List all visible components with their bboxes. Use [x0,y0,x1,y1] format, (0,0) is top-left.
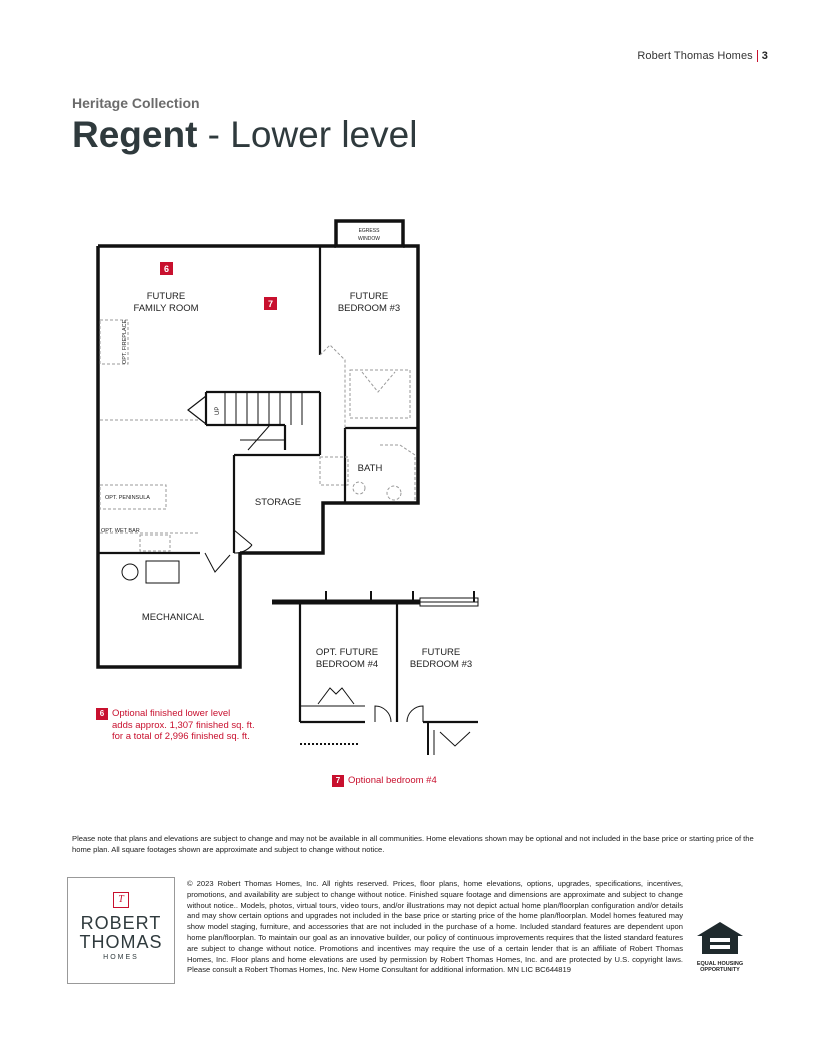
room-label-family-1: FUTURE [146,291,186,302]
equal-housing-logo [692,920,748,973]
wetbar-label: OPT. WET BAR [101,528,140,534]
egress-label-2: WINDOW [358,236,380,242]
storage-door [205,530,252,572]
level-name: - Lower level [197,114,418,155]
company-logo [67,877,175,984]
logo-line-thomas: THOMAS [79,932,163,952]
marker-6 [160,262,173,275]
legend-6-line2: adds approx. 1,307 finished sq. ft. [112,720,255,731]
legend-finished-lower-level [96,708,356,742]
logo-line-homes: HOMES [103,954,139,961]
legend-6-line3: for a total of 2,996 finished sq. ft. [112,731,250,742]
room-label-storage: STORAGE [254,497,302,508]
copyright-text: © 2023 Robert Thomas Homes, Inc. All rights reserved. Prices, floor plans, home elevations, options, upgrades, specifications, incentives, promotions, and availability are subject to change without notice. Finished square footage and dimensions are approximate and subject to change without notice.. Models, photos, virtual tours, video tours, and/or illustrations may not depict actual home plan/floorplan configuration and/or details and may show certain options and upgrades not included in the base price or starting price of the home plan/floorplan. Model homes featured may show model staging, furniture, and accessories that are not included in the purchase of a home. Included standard features are dependent upon home plan/floorplan. To maintain our goal as an innovative builder, our policy of continuous improvements requires that the listed standard features are subject to change without notice. Promotions and incentives may require the use of a certain lender that is an affiliate of Robert Thomas Homes, Inc. Floor plans and home elevations are used by permission by Robert Thomas Homes, Inc. and are protected by U.S. copyright laws. Please consult a Robert Thomas Homes, Inc. New Home Consultant for additional information. MN LIC BC644819 [187,879,683,975]
egress-label-1: EGRESS [358,228,380,234]
model-name: Regent [72,114,198,155]
room-label-bedroom3-2: BEDROOM #3 [337,303,401,314]
room-label-bath: BATH [357,463,383,474]
room-label-bedroom3-1: FUTURE [349,291,389,302]
collection-name: Heritage Collection [72,95,200,111]
equal-housing-line2: OPPORTUNITY [700,967,740,973]
brand-name: Robert Thomas Homes [637,50,753,62]
option-bedroom4-2: BEDROOM #4 [315,659,379,670]
option-bedroom4-1: OPT. FUTURE [315,647,379,658]
up-label: UP [215,406,221,415]
logo-line-robert: ROBERT [80,913,162,933]
marker-7-label: 7 [267,299,274,309]
optional-outlines [100,320,415,551]
legend-badge-7: 7 [332,775,344,787]
marker-6-label: 6 [163,264,170,274]
room-label-mechanical: MECHANICAL [141,612,205,623]
legend-badge-6: 6 [96,708,108,720]
peninsula-label: OPT. PENINSULA [105,495,150,501]
stairs [225,392,302,450]
page-number: 3 [761,50,768,62]
legend-optional-bedroom [332,775,437,787]
option-bedroom3-1: FUTURE [421,647,461,658]
legend-6-line1: Optional finished lower level [112,708,231,719]
equal-housing-icon [695,920,745,956]
fireplace-label: OPT. FIREPLACE [122,319,128,364]
room-label-family-2: FAMILY ROOM [133,303,199,314]
option-bedroom3-2: BEDROOM #3 [409,659,473,670]
disclaimer-text: Please note that plans and elevations are subject to change and may not be available in all communities. Home elevations shown may be optional and not included in the base price or starting price of the home plan. All square footages shown are approximate and subject to change without notice. [72,834,754,854]
equal-housing-line1: EQUAL HOUSING [696,961,744,967]
marker-7 [264,297,277,310]
logo-mark-icon: T [113,892,129,908]
legend-7-text: Optional bedroom #4 [348,775,437,786]
mechanical-equipment [122,561,179,583]
